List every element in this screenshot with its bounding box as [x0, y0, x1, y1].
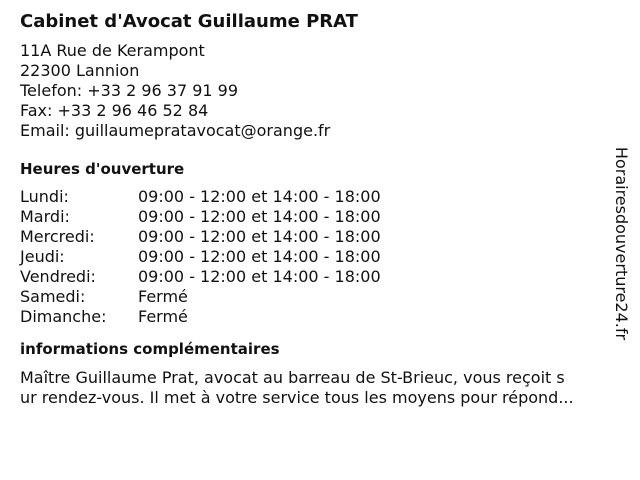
- hours-row: [20, 207, 610, 227]
- hours-row: [20, 307, 610, 327]
- watermark-text: Horairesdouverture24.fr: [612, 146, 632, 340]
- day-label: Vendredi:: [20, 267, 96, 286]
- day-label: Mercredi:: [20, 227, 95, 246]
- time-value: 09:00 - 12:00 et 14:00 - 18:00: [138, 227, 381, 246]
- contact-block: [20, 41, 610, 141]
- hours-heading: Heures d'ouverture: [20, 160, 185, 178]
- info-heading: informations complémentaires: [20, 340, 280, 358]
- time-value: Fermé: [138, 307, 188, 326]
- hours-row: [20, 267, 610, 287]
- hours-row: [20, 227, 610, 247]
- hours-row: [20, 187, 610, 207]
- hours-row: [20, 287, 610, 307]
- day-label: Jeudi:: [20, 247, 65, 266]
- time-value: 09:00 - 12:00 et 14:00 - 18:00: [138, 187, 381, 206]
- description-line: Maître Guillaume Prat, avocat au barreau de St-Brieuc, vous reçoit s: [20, 368, 565, 387]
- time-value: 09:00 - 12:00 et 14:00 - 18:00: [138, 247, 381, 266]
- watermark: [612, 138, 632, 348]
- info-description: [20, 368, 630, 408]
- time-value: 09:00 - 12:00 et 14:00 - 18:00: [138, 267, 381, 286]
- hours-table: [20, 187, 610, 327]
- business-card: [20, 10, 610, 408]
- city-address: 22300 Lannion: [20, 61, 140, 80]
- day-label: Dimanche:: [20, 307, 107, 326]
- day-label: Lundi:: [20, 187, 69, 206]
- email-address: Email: guillaumepratavocat@orange.fr: [20, 121, 331, 140]
- fax-number: Fax: +33 2 96 46 52 84: [20, 101, 209, 120]
- description-line: ur rendez-vous. Il met à votre service tous les moyens pour répond...: [20, 388, 574, 407]
- time-value: 09:00 - 12:00 et 14:00 - 18:00: [138, 207, 381, 226]
- page-title: Cabinet d'Avocat Guillaume PRAT: [20, 11, 358, 32]
- time-value: Fermé: [138, 287, 188, 306]
- day-label: Mardi:: [20, 207, 70, 226]
- street-address: 11A Rue de Kerampont: [20, 41, 205, 60]
- phone-number: Telefon: +33 2 96 37 91 99: [20, 81, 239, 100]
- day-label: Samedi:: [20, 287, 86, 306]
- hours-row: [20, 247, 610, 267]
